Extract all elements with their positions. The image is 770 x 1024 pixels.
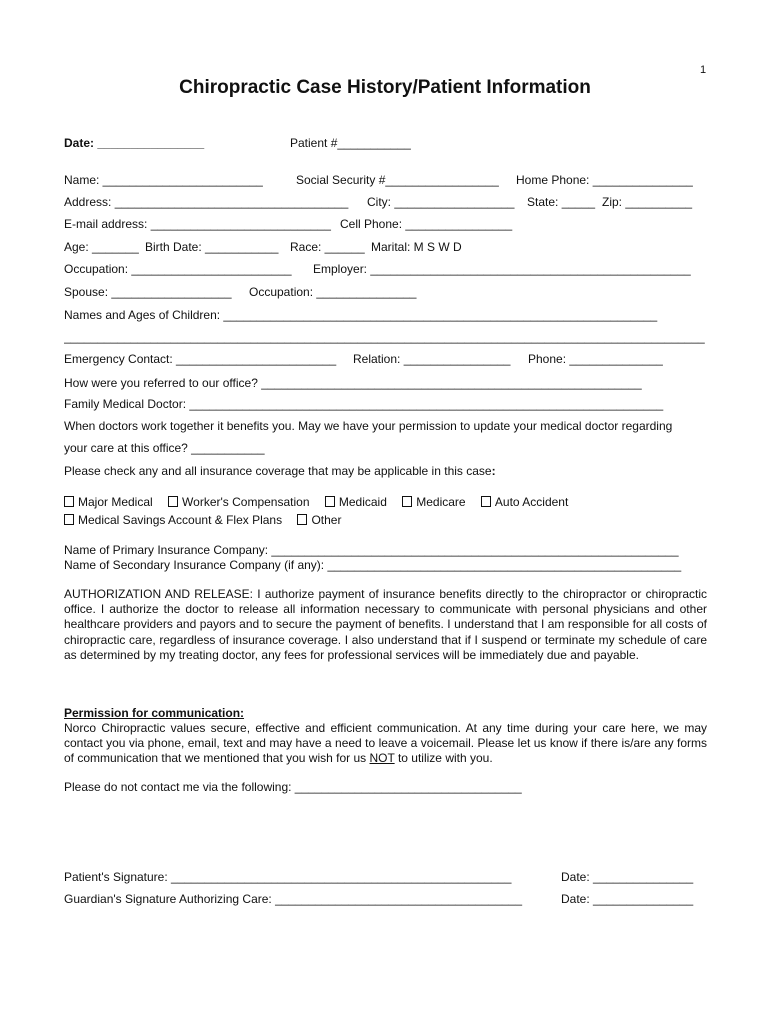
home-phone-field[interactable]: Home Phone: _______________ (516, 173, 693, 187)
page-number: 1 (700, 64, 707, 76)
insurance-option[interactable]: Medicaid (325, 495, 387, 509)
state-field[interactable]: State: _____ (527, 195, 596, 209)
zip-field[interactable]: Zip: __________ (602, 195, 693, 209)
patient-signature-date[interactable]: Date: _______________ (561, 870, 694, 884)
authorization-text: AUTHORIZATION AND RELEASE: I authorize payment of insurance benefits directly to the chiropractor or chiropractic office. I authorize the doctor to release all information necessary to communicate with personal physicians and other healthcare providers and payors and to secure the payment of benefits. I understand that I am responsible for all costs of chiropractic care, regardless of insurance coverage. I also understand that if I suspend or terminate my schedule of care as determined by my treating doctor, any fees for professional services will be immediately due and payable. (64, 587, 707, 662)
checkbox-icon[interactable] (168, 496, 178, 507)
patient-number-field[interactable]: Patient #___________ (290, 136, 411, 150)
patient-signature-field[interactable]: Patient's Signature: ___________________________________________________ (64, 870, 512, 884)
insurance-option[interactable]: Medical Savings Account & Flex Plans (64, 513, 282, 527)
emergency-phone-field[interactable]: Phone: ______________ (528, 352, 663, 366)
cell-phone-field[interactable]: Cell Phone: ________________ (340, 217, 513, 231)
checkbox-icon[interactable] (481, 496, 491, 507)
age-field[interactable]: Age: _______ (64, 240, 139, 254)
children-field-line2[interactable]: ________________________________________________________________________________________________ (64, 330, 705, 344)
guardian-signature-field[interactable]: Guardian's Signature Authorizing Care: _____________________________________ (64, 892, 523, 906)
secondary-insurance-field[interactable]: Name of Secondary Insurance Company (if any): _____________________________________________________ (64, 558, 682, 572)
referral-field[interactable]: How were you referred to our office? _________________________________________________________ (64, 376, 642, 390)
children-field[interactable]: Names and Ages of Children: _________________________________________________________________ (64, 308, 658, 322)
guardian-signature-date[interactable]: Date: _______________ (561, 892, 694, 906)
insurance-option[interactable]: Worker's Compensation (168, 495, 309, 509)
occupation-field[interactable]: Occupation: ________________________ (64, 262, 292, 276)
spouse-occupation-field[interactable]: Occupation: _______________ (249, 285, 417, 299)
spouse-field[interactable]: Spouse: __________________ (64, 285, 232, 299)
email-field[interactable]: E-mail address: ___________________________ (64, 217, 331, 231)
communication-heading: Permission for communication: (64, 706, 245, 720)
family-doctor-field[interactable]: Family Medical Doctor: _______________________________________________________________________ (64, 397, 664, 411)
checkbox-icon[interactable] (325, 496, 335, 507)
checkbox-icon[interactable] (297, 514, 307, 525)
insurance-options-row-1 (64, 495, 580, 509)
checkbox-icon[interactable] (402, 496, 412, 507)
relation-field[interactable]: Relation: ________________ (353, 352, 511, 366)
name-field[interactable]: Name: ________________________ (64, 173, 263, 187)
do-not-contact-field[interactable]: Please do not contact me via the following: __________________________________ (64, 780, 522, 794)
your-care-field[interactable]: your care at this office? ___________ (64, 441, 265, 455)
date-field[interactable]: Date: ________________ (64, 136, 205, 150)
birth-date-field[interactable]: Birth Date: ___________ (145, 240, 279, 254)
insurance-option[interactable]: Other (297, 513, 341, 527)
insurance-option[interactable]: Major Medical (64, 495, 153, 509)
address-field[interactable]: Address: ___________________________________ (64, 195, 349, 209)
emergency-contact-field[interactable]: Emergency Contact: ________________________ (64, 352, 337, 366)
ssn-field[interactable]: Social Security #_________________ (296, 173, 499, 187)
checkbox-icon[interactable] (64, 514, 74, 525)
communication-text: Norco Chiropractic values secure, effective and efficient communication. At any time during your care here, we may contact you via phone, email, text and may have a need to leave a voicemail. Please let us know if there is/are any forms of communication that we mentioned that you wish for us NOT to utilize with you. (64, 721, 707, 766)
insurance-option[interactable]: Medicare (402, 495, 465, 509)
city-field[interactable]: City: __________________ (367, 195, 515, 209)
employer-field[interactable]: Employer: ________________________________________________ (313, 262, 691, 276)
page-title: Chiropractic Case History/Patient Information (179, 77, 591, 98)
checkbox-icon[interactable] (64, 496, 74, 507)
insurance-prompt: Please check any and all insurance coverage that may be applicable in this case: (64, 464, 496, 478)
primary-insurance-field[interactable]: Name of Primary Insurance Company: _____________________________________________________________ (64, 543, 679, 557)
insurance-option[interactable]: Auto Accident (481, 495, 568, 509)
marital-field[interactable]: Marital: M S W D (371, 240, 462, 254)
doctor-permission-text: When doctors work together it benefits you. May we have your permission to update your medical doctor regarding (64, 419, 673, 433)
insurance-options-row-2 (64, 513, 353, 527)
race-field[interactable]: Race: ______ (290, 240, 365, 254)
